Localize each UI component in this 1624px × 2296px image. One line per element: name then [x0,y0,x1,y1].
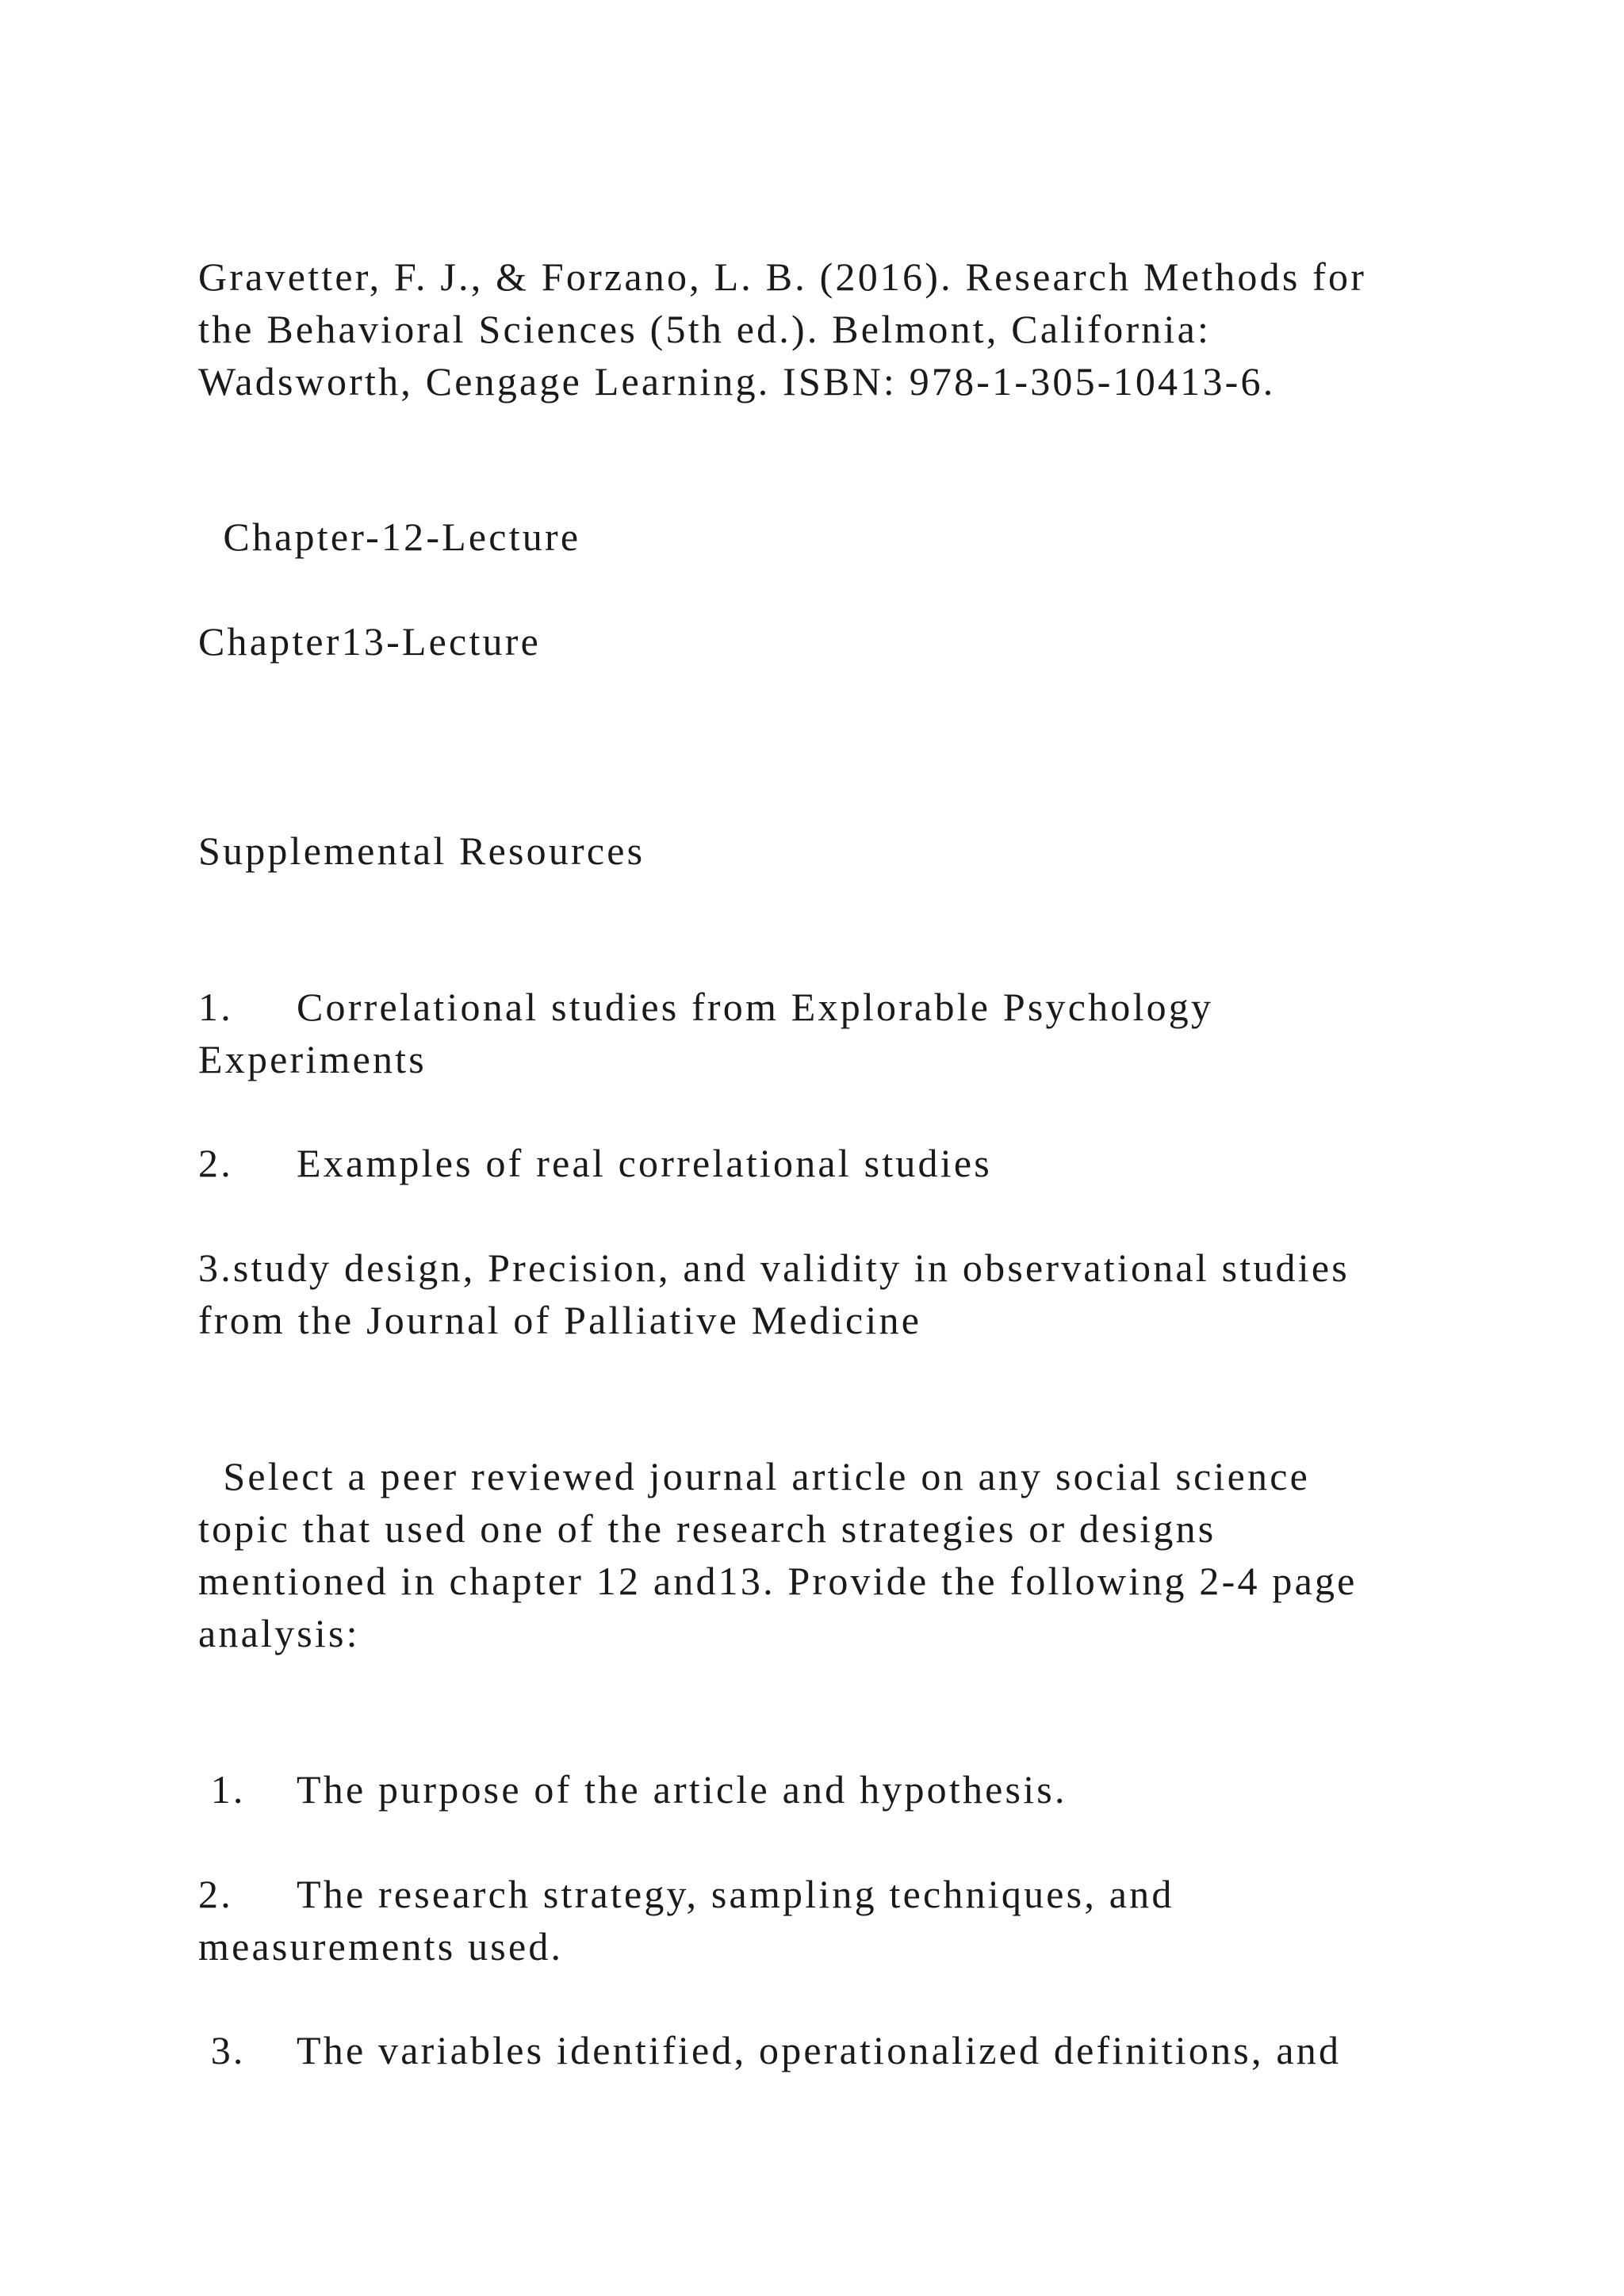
analysis-item-2 [198,1868,1174,1920]
analysis-text-1: The purpose of the article and hypothesis. [297,1767,1067,1812]
analysis-number-2: 2. [198,1872,233,1916]
analysis-item-3 [198,2024,1341,2076]
supplemental-heading: Supplemental Resources [198,828,645,873]
citation-line-3: Wadsworth, Cengage Learning. ISBN: 978-1-305-10413-6. [198,359,1276,404]
analysis-number-3: 3. [198,2028,246,2072]
resource-text-2: Examples of real correlational studies [297,1141,992,1185]
lecture-chapter-13: Chapter13-Lecture [198,619,541,664]
resource-item-3-continued: from the Journal of Palliative Medicine [198,1298,922,1342]
citation-line-2: the Behavioral Sciences (5th ed.). Belmont, California: [198,307,1212,351]
analysis-number-1: 1. [198,1767,246,1812]
resource-number-2: 2. [198,1141,233,1185]
lecture-chapter-12: Chapter-12-Lecture [198,515,581,559]
resource-number-1: 1. [198,985,233,1029]
citation-line-1: Gravetter, F. J., & Forzano, L. B. (2016). Research Methods for [198,254,1367,299]
analysis-text-2: The research strategy, sampling techniques, and [297,1872,1174,1916]
analysis-item-1 [198,1763,1067,1816]
resource-item-2 [198,1137,992,1189]
assignment-line-4: analysis: [198,1611,360,1655]
resource-item-1-continued: Experiments [198,1037,427,1081]
resource-item-3: 3.study design, Precision, and validity in observational studies [198,1246,1350,1290]
assignment-line-3: mentioned in chapter 12 and13. Provide the following 2-4 page [198,1559,1358,1603]
resource-item-1 [198,981,1213,1033]
assignment-line-1: Select a peer reviewed journal article on any social science [198,1454,1310,1498]
analysis-text-3: The variables identified, operationalized definitions, and [297,2028,1342,2072]
analysis-item-2-continued: measurements used. [198,1924,564,1969]
resource-text-1: Correlational studies from Explorable Psychology [297,985,1214,1029]
assignment-line-2: topic that used one of the research strategies or designs [198,1506,1216,1551]
